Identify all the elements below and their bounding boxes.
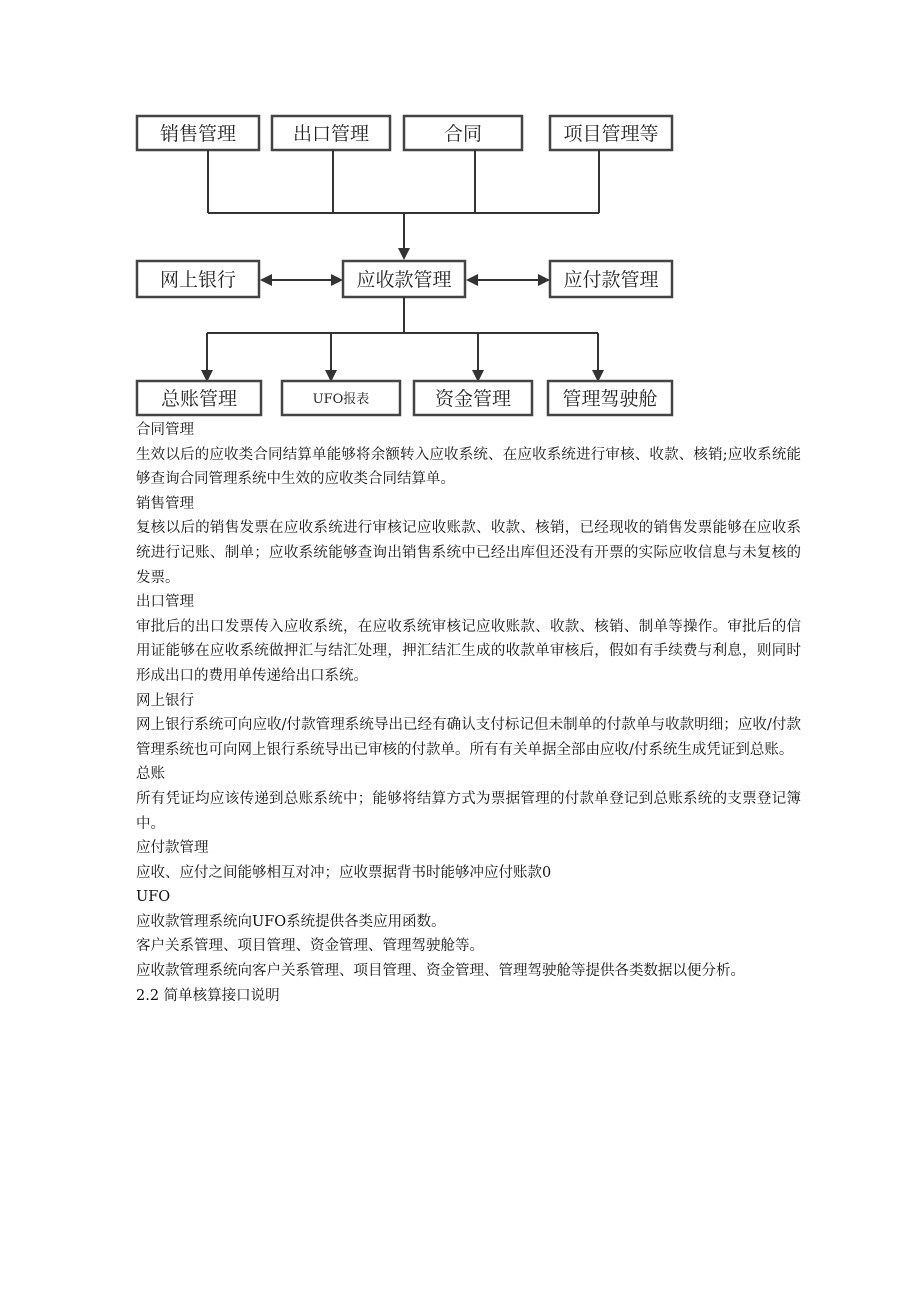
section-body-payables: 应收、应付之间能够相互对冲；应收票据背书时能够冲应付账款0 [136,864,552,881]
flow-diagram [0,0,920,420]
section-body-ufo: 应收款管理系统向UFO系统提供各类应用函数。 [136,913,446,930]
box-receivables-management-label: 应收款管理 [356,269,452,291]
section-heading-sales: 销售管理 [136,495,194,512]
section-heading-payables: 应付款管理 [136,840,209,857]
section-heading-others: 客户关系管理、项目管理、资金管理、管理驾驶舱等。 [136,938,484,955]
arrowhead-down-center [398,248,410,260]
arrowhead-left-east [331,274,343,286]
section-heading-online-banking: 网上银行 [136,692,194,709]
section-body-general-ledger: 所有凭证均应该传递到总账系统中；能够将结算方式为票据管理的付款单登记到总账系统的支票登记簿中。 [136,790,801,832]
section-body-export: 审批后的出口发票传入应收系统，在应收系统审核记应收账款、收款、核销、制单等操作。审批后的信用证能够在应收系统做押汇与结汇处理，押汇结汇生成的收款单审核后，假如有手续费与利息，则同时形成出口的费用单传递给出口系统。 [136,618,801,684]
section-body-contract: 生效以后的应收类合同结算单能够将余额转入应收系统、在应收系统进行审核、收款、核销;应收系统能够查询合同管理系统中生效的应收类合同结算单。 [136,446,801,488]
section-body-sales: 复核以后的销售发票在应收系统进行审核记应收账款、收款、核销，已经现收的销售发票能够在应收系统进行记账、制单；应收系统能够查询出销售系统中已经出库但还没有开票的实际应收信息与未复核的发票。 [136,520,801,586]
box-management-cockpit-label: 管理驾驶舱 [562,388,658,410]
box-payables-management-label: 应付款管理 [563,269,659,291]
box-ufo-report-label: UFO报表 [312,392,370,407]
arrowhead-right-west [466,274,478,286]
section-body-others: 应收款管理系统向客户关系管理、项目管理、资金管理、管理驾驶舱等提供各类数据以便分析。 [136,963,745,980]
box-online-banking-label: 网上银行 [159,269,237,291]
box-project-management-label: 项目管理等 [563,123,659,145]
section-heading-contract: 合同管理 [136,422,194,438]
arrowhead-left-west [260,274,272,286]
document-body [136,418,801,1008]
section-heading-ufo: UFO [136,889,171,906]
section-heading-export: 出口管理 [136,594,194,611]
box-sales-management-label: 销售管理 [159,123,237,145]
next-section-title: 2.2 简单核算接口说明 [136,987,280,1004]
section-body-online-banking: 网上银行系统可向应收/付款管理系统导出已经有确认支付标记但未制单的付款单与收款明细；应收/付款管理系统也可向网上银行系统导出已审核的付款单。所有有关单据全部由应收/付系统生成凭证到总账。 [136,717,801,758]
arrowhead-right-east [538,274,550,286]
box-contract-label: 合同 [443,123,483,145]
box-fund-management-label: 资金管理 [434,388,512,410]
section-heading-general-ledger: 总账 [136,766,165,783]
box-general-ledger-label: 总账管理 [160,388,238,410]
box-export-management-label: 出口管理 [292,123,370,145]
